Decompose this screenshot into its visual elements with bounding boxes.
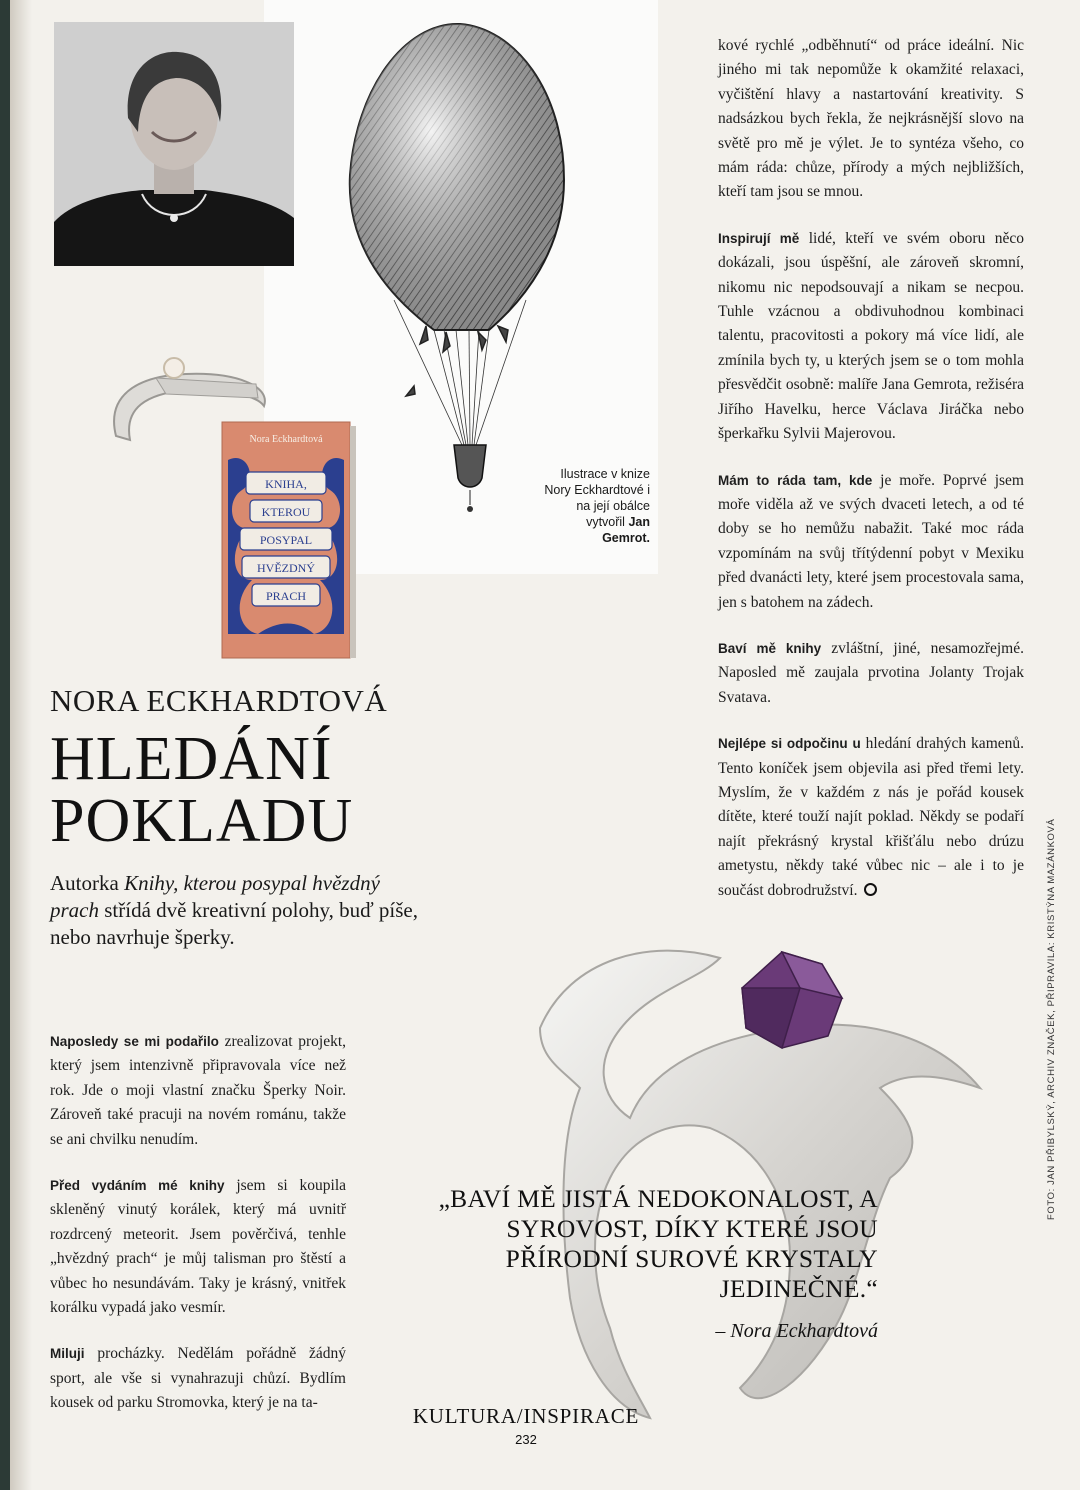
paragraph-label: Naposledy se mi podařilo	[50, 1034, 219, 1049]
paragraph-text: je moře. Poprvé jsem moře viděla až ve svých dvaceti letech, a od té doby se ho nemůžu nabažit. Také moc ráda vzpomínám na svůj třítýdenní pobyt v Mexiku před dvanácti lety, které jsem procestovala sama, jen s batohem na zádech.	[718, 471, 1024, 611]
article-title	[50, 725, 354, 855]
book-cover-title-5: PRACH	[265, 589, 306, 603]
book-cover-title-2: KTEROU	[261, 505, 311, 519]
lead-book-title: Knihy, kterou posypal hvězdný prach	[50, 871, 380, 922]
paragraph	[50, 1342, 346, 1415]
article-lead	[50, 870, 422, 951]
title-line-1: HLEDÁNÍ	[50, 725, 333, 793]
paragraph	[50, 1030, 346, 1152]
caption-illustrator: Jan Gemrot.	[602, 515, 650, 545]
paragraph	[718, 34, 1024, 205]
lead-end: střídá dvě kreativní polohy, buď píše, nebo navrhuje šperky.	[50, 898, 418, 949]
magazine-page	[10, 0, 1080, 1490]
paragraph	[718, 732, 1024, 903]
paragraph	[718, 227, 1024, 447]
paragraph-label: Mám to ráda tam, kde	[718, 472, 873, 488]
book-cover-author: Nora Eckhardtová	[249, 434, 323, 445]
pull-quote: „BAVÍ MĚ JISTÁ NEDOKONALOST, A SYROVOST, DÍKY KTERÉ JSOU PŘÍRODNÍ SUROVÉ KRYSTALY JEDINEČNÉ.“	[438, 1184, 878, 1303]
paragraph	[50, 1174, 346, 1320]
paragraph-label: Inspirují mě	[718, 230, 800, 246]
section-name: KULTURA/INSPIRACE	[412, 1404, 640, 1428]
paragraph-label: Baví mě knihy	[718, 640, 822, 656]
paragraph-label: Před vydáním mé knihy	[50, 1178, 225, 1194]
book-cover-title-1: KNIHA,	[265, 477, 307, 491]
left-text-column	[50, 1030, 346, 1438]
paragraph-text: procházky. Nedělám pořádně žádný sport, ale vše si vynahrazuji chůzí. Bydlím kousek od parku Stromovka, který je na ta-	[50, 1345, 347, 1412]
end-mark-icon	[864, 883, 877, 896]
paragraph-text: jsem si koupila skleněný vinutý korálek, který má uvnitř rozdrcený meteorit. Jsem pověrčivá, tenhle „hvězdný prach“ je můj talisman pro štěstí a vůbec ho nesundávám. Taky je krásný, vnitřek korálku vypadá jako vesmír.	[50, 1177, 347, 1317]
caption-text: Ilustrace v knize Nory Eckhardtové i na její obálce vytvořil	[544, 467, 650, 529]
book-cover-title-3: POSYPAL	[259, 533, 313, 547]
paragraph-text: kové rychlé „odběhnutí“ od práce ideální. Nic jiného mi tak nepomůže k okamžité relaxaci, vyčištění hlavy a nastartování kreativity. S nadsázkou bych řekla, že nejkrásnější slovo na světě pro mě je výlet. Je to syntéza všeho, co mám ráda: chůze, přírody a mých nejbližších, kteří tam jsou se mnou.	[718, 37, 1024, 201]
paragraph-label: Miluji	[50, 1346, 85, 1362]
author-portrait	[54, 22, 294, 266]
illustration-caption	[540, 466, 650, 546]
amethyst-ring-photo	[510, 918, 1010, 1438]
title-line-2: POKLADU	[50, 787, 354, 855]
author-name: NORA ECKHARDTOVÁ	[50, 683, 388, 718]
photo-credit: FOTO: JAN PŘIBYLSKÝ, ARCHIV ZNAČEK, PŘIPRAVILA: KRISTÝNA MAZÁNKOVÁ	[1046, 818, 1057, 1220]
paragraph-text: zrealizovat projekt, který jsem intenzivně připravovala více než rok. Jde o moji vlastní značku Šperky Noir. Zároveň také pracuji na novém románu, takže se ani chvilku nenudím.	[50, 1033, 346, 1148]
pull-quote-author: – Nora Eckhardtová	[715, 1320, 878, 1342]
right-text-column	[718, 34, 1024, 925]
paragraph-label: Nejlépe si odpočinu u	[718, 736, 861, 752]
page-number: 232	[515, 1432, 537, 1447]
paragraph-text: lidé, kteří ve svém oboru něco dokázali, jsou úspěšní, ale zároveň skromní, nikomu nic nepodsouvají a nikam se necpou. Tuhle vzácnou a obdivuhodnou kombinaci talentu, pracovitosti a pokory má více lidí, ale zmínila bych ty, u kterých jsem se o tom mohla přesvědčit osobně: malíře Jana Gemrota, režiséra Jiřího Havelku, herce Václava Jiráčka nebo šperkařku Sylvii Majerovou.	[718, 229, 1024, 443]
paragraph-text: hledání drahých kamenů. Tento koníček jsem objevila asi před třemi lety. Myslím, že v každém z nás je pořád kousek dítěte, které touží najít poklad. Někdy se podaří najít překrásný krystal křišťálu nebo drúzu ametystu, někdy také vůbec nic – ale i to je součást dobrodružství.	[718, 735, 1024, 899]
lead-start: Autorka	[50, 871, 119, 895]
book-cover-title-4: HVĚZDNÝ	[257, 561, 315, 575]
paragraph	[718, 469, 1024, 615]
book-cover	[218, 420, 358, 660]
paragraph	[718, 637, 1024, 710]
paragraph-text: zvláštní, jiné, nesamozřejmé. Naposled mě zaujala prvotina Jolanty Trojak Svatava.	[718, 639, 1024, 706]
